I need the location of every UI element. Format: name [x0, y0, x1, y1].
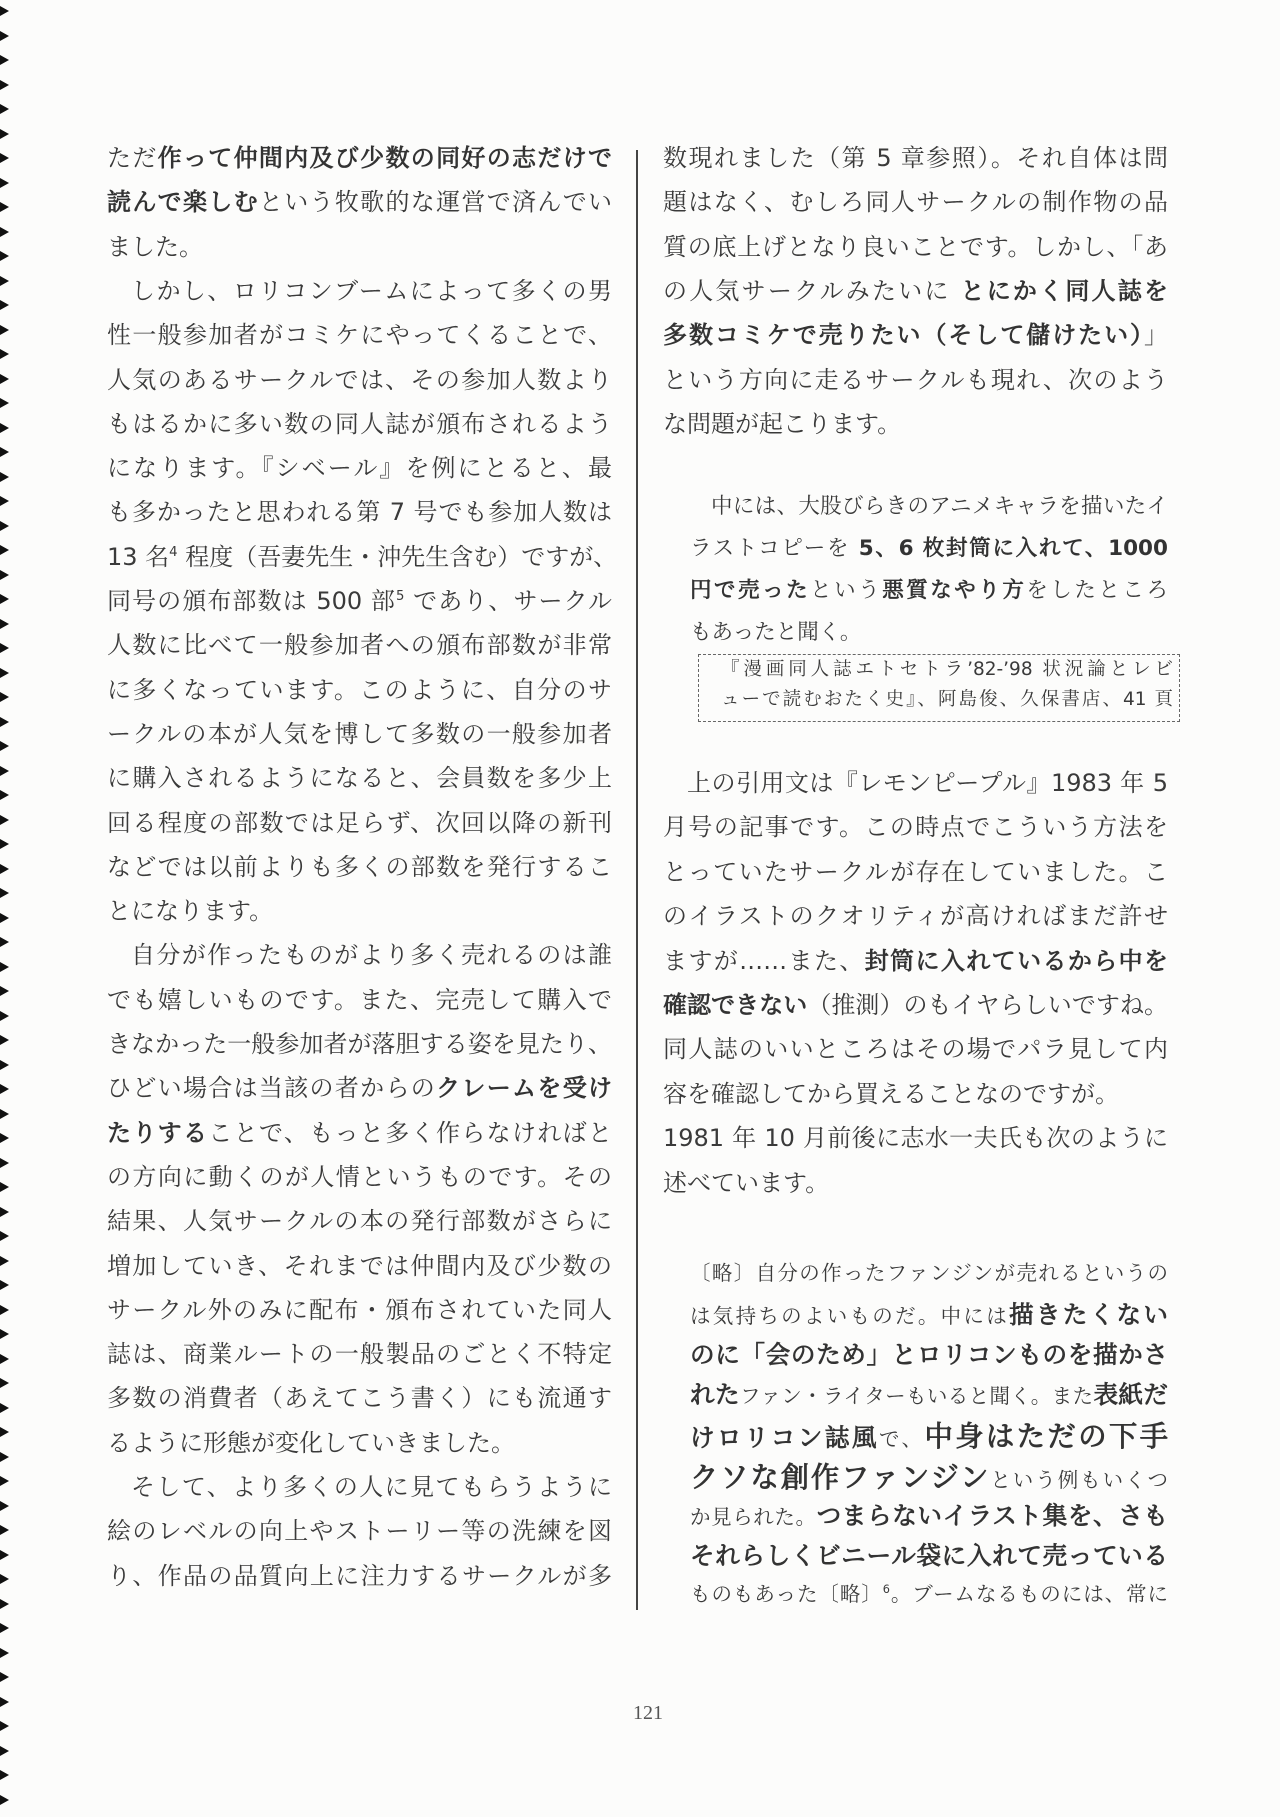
binding-hole-icon [0, 913, 9, 923]
text-segment: 質の底上げとなり良いことです。しかし、「あ [663, 232, 1168, 261]
text-segment: 性一般参加者がコミケにやってくることで、 [107, 321, 612, 350]
emphasized-text: れた [690, 1380, 740, 1410]
emphasized-text: 表紙だ [1093, 1380, 1168, 1410]
text-line [107, 1517, 612, 1546]
text-line [663, 188, 1168, 217]
footnote-marker: 4 [169, 544, 178, 560]
binding-hole-icon [0, 1672, 9, 1682]
emphasized-text: 描きたくない [1009, 1300, 1168, 1330]
text-segment: 中には、大股びらきのアニメキャラを描いたイ [711, 494, 1168, 519]
emphasized-text: 円で売った [690, 578, 811, 603]
binding-hole-icon [0, 129, 9, 139]
text-line [107, 719, 612, 748]
text-line [107, 1207, 612, 1236]
text-line [663, 946, 1169, 975]
binding-hole-icon [0, 570, 9, 580]
emphasized-text: それらしくビニール袋に入れて売っている [690, 1540, 1168, 1570]
binding-hole-icon [0, 1795, 9, 1805]
emphasized-text: 封筒に入れているから中を [864, 946, 1169, 975]
text-line [721, 661, 1173, 680]
binding-hole-icon [0, 1770, 9, 1780]
text-line [107, 188, 613, 217]
text-segment: 誌は、商業ルートの一般製品のごとく不特定 [107, 1340, 612, 1369]
binding-hole-icon [0, 521, 9, 531]
binding-hole-icon [0, 1158, 9, 1168]
text-segment: でも嬉しいものです。また、完売して購入で [107, 985, 612, 1014]
binding-hole-icon [0, 766, 9, 776]
binding-hole-icon [0, 937, 9, 947]
emphasized-text: 悪質なやり方 [882, 578, 1027, 603]
text-segment: 『漫画同人誌エトセトラ’82-’98 状況論とレビ [721, 659, 1173, 680]
text-segment: ークルの本が人気を博して多数の一般参加者 [107, 719, 612, 748]
text-segment: に購入されるようになると、会員数を多少上 [107, 764, 612, 793]
binding-hole-icon [0, 1256, 9, 1266]
text-line [107, 764, 612, 793]
binding-hole-icon [0, 986, 9, 996]
text-line [690, 538, 1168, 560]
text-segment: ました。 [107, 232, 203, 261]
text-line [107, 589, 612, 613]
text-segment: 題はなく、むしろ同人サークルの制作物の品 [663, 188, 1168, 217]
text-segment: もはるかに多い数の同人誌が頒布されるよう [107, 409, 612, 438]
binding-hole-icon [0, 1574, 9, 1584]
text-segment: 〔略〕自分の作ったファンジンが売れるというの [690, 1261, 1168, 1285]
text-segment: 結果、人気サークルの本の発行部数がさらに [107, 1207, 612, 1236]
text-segment: という方向に走るサークルも現れ、次のよう [663, 365, 1168, 394]
text-line [663, 1168, 1168, 1197]
text-segment: 同号の頒布部数は 500 部 [107, 587, 396, 615]
binding-hole-icon [0, 888, 9, 898]
emphasized-text: 5、6 枚封筒に入れて、1000 [858, 536, 1168, 561]
binding-hole-icon [0, 251, 9, 261]
text-segment: ただ [107, 144, 158, 172]
text-line [107, 498, 612, 527]
binding-hole-icon [0, 374, 9, 384]
text-line [107, 808, 612, 837]
binding-hole-icon [0, 1354, 9, 1364]
binding-hole-icon [0, 325, 9, 335]
text-line [107, 1251, 612, 1280]
text-segment: ひどい場合は当該の者からの [107, 1074, 437, 1103]
text-line [690, 1420, 1169, 1454]
binding-hole-icon [0, 1476, 9, 1486]
binding-hole-icon [0, 1623, 9, 1633]
text-line [107, 454, 612, 483]
text-line [107, 852, 612, 881]
text-segment: という [810, 578, 883, 603]
binding-hole-icon [0, 55, 9, 65]
text-line [107, 1295, 612, 1324]
binding-hole-icon [0, 839, 9, 849]
text-line [131, 941, 612, 970]
text-line [663, 813, 1168, 842]
binding-hole-icon [0, 104, 9, 114]
text-line [663, 232, 1168, 261]
text-line [663, 902, 1168, 931]
text-segment: で、 [878, 1427, 925, 1452]
binding-hole-icon [0, 1525, 9, 1535]
text-segment: も多かったと思われる第 7 号でも参加人数は [107, 498, 612, 527]
footnote-marker: 5 [396, 589, 405, 604]
text-line [663, 409, 1168, 438]
text-segment: 程度（吾妻先生・沖先生含む）ですが、 [177, 542, 618, 571]
text-segment: 回る程度の部数では足らず、次回以降の新刊 [107, 808, 612, 837]
text-segment: という牧歌的な運営で済んでい [258, 188, 613, 217]
text-segment: という例もいくつ [990, 1467, 1168, 1492]
emphasized-text: 多数コミケで売りたい（そして儲けたい） [663, 321, 1144, 350]
text-line [107, 1032, 612, 1056]
text-line [107, 1074, 613, 1103]
text-segment: 多数の消費者（あえてこう書く）にも流通す [107, 1384, 612, 1413]
text-line [687, 771, 1168, 795]
text-segment: 」 [1144, 321, 1168, 350]
emphasized-text: とにかく同人誌を [960, 276, 1168, 305]
text-line [107, 1384, 612, 1413]
text-line [663, 857, 1168, 886]
binding-hole-icon [0, 276, 9, 286]
text-segment: 。ブームなるものには、常に [889, 1581, 1169, 1606]
text-segment: 容を確認してから買えることなのですが。 [663, 1079, 1119, 1108]
text-segment: 述べています。 [663, 1168, 830, 1197]
text-segment: は気持ちのよいものだ。中には [690, 1304, 1009, 1329]
binding-hole-icon [0, 1060, 9, 1070]
text-line [663, 365, 1168, 394]
binding-hole-icon [0, 398, 9, 408]
text-segment: ファン・ライターもいると聞く。また [739, 1384, 1094, 1409]
text-line [690, 1500, 1168, 1530]
binding-hole-icon [0, 349, 9, 359]
binding-hole-icon [0, 619, 9, 629]
text-segment: 上の引用文は『レモンピープル』1983 年 5 [687, 769, 1168, 797]
binding-hole-icon [0, 594, 9, 604]
text-segment: サークル外のみに配布・頒布されていた同人 [107, 1295, 612, 1324]
binding-hole-icon [0, 741, 9, 751]
binding-hole-icon [0, 1501, 9, 1511]
text-line [721, 691, 1173, 710]
binding-hole-icon [0, 1721, 9, 1731]
binding-hole-icon [0, 1084, 9, 1094]
binding-hole-icon [0, 1697, 9, 1707]
emphasized-text: クレームを受け [436, 1074, 613, 1103]
emphasized-text: 作って仲間内及び少数の同好の志だけで [157, 144, 613, 172]
text-segment: ューで読むおたく史』、阿島俊、久保書店、41 頁 [721, 689, 1173, 710]
text-segment: 自分が作ったものがより多く売れるのは誰 [131, 941, 612, 970]
text-segment: ラストコピーを [690, 536, 859, 561]
text-line [107, 146, 612, 170]
text-segment: （推測）のもイヤらしいですね。 [807, 991, 1169, 1019]
binding-hole-icon [0, 6, 9, 16]
text-line [107, 1340, 612, 1369]
emphasized-text: 読んで楽しむ [107, 188, 259, 217]
text-line [690, 1581, 1169, 1606]
text-segment: とになります。 [107, 897, 274, 926]
text-segment: り、作品の品質向上に注力するサークルが多 [107, 1561, 612, 1590]
text-segment: などでは以前よりも多くの部数を発行するこ [107, 852, 612, 881]
binding-hole-icon [0, 815, 9, 825]
text-line [107, 542, 618, 571]
binding-hole-icon [0, 80, 9, 90]
text-line [663, 993, 1168, 1017]
text-segment: 13 名 [107, 542, 170, 571]
binding-hole-icon [0, 31, 9, 41]
binding-hole-icon [0, 1011, 9, 1021]
column-divider [636, 150, 638, 1610]
text-segment: 増加していき、それまでは仲間内及び少数の [107, 1251, 612, 1280]
footnote-marker: 6 [882, 1582, 890, 1596]
text-segment: 数現れました（第 5 章参照）。それ自体は問 [663, 144, 1168, 172]
text-line [131, 1475, 612, 1499]
text-segment: のイラストのクオリティが高ければまだ許せ [663, 902, 1168, 931]
text-line [107, 631, 612, 660]
text-line [690, 1460, 1168, 1494]
text-line [107, 675, 612, 704]
binding-hole-icon [0, 1550, 9, 1560]
text-segment: 1981 年 10 月前後に志水一夫氏も次のように [663, 1124, 1168, 1153]
text-line [107, 232, 612, 261]
binding-hole-icon [0, 545, 9, 555]
binding-hole-icon [0, 1746, 9, 1756]
binding-hole-icon [0, 717, 9, 727]
text-line [663, 146, 1168, 170]
text-line [690, 1340, 1168, 1370]
binding-hole-icon [0, 300, 9, 310]
text-line [107, 897, 612, 926]
text-line [107, 321, 612, 350]
text-segment: ものもあった〔略〕 [690, 1581, 883, 1606]
text-line [107, 1118, 613, 1147]
text-segment: 人気のあるサークルでは、その参加人数より [107, 365, 612, 394]
binding-hole-icon [0, 447, 9, 457]
text-segment: ことで、もっと多く作らなければと [208, 1118, 613, 1147]
text-segment: に多くなっています。このように、自分のサ [107, 675, 612, 704]
emphasized-text: 確認できない [663, 991, 808, 1019]
binding-hole-icon [0, 1329, 9, 1339]
text-line [690, 622, 1168, 644]
text-line [690, 1300, 1168, 1330]
citation-box [698, 654, 1180, 722]
binding-hole-icon [0, 1427, 9, 1437]
text-segment: もあったと聞く。 [690, 620, 862, 645]
text-segment: の方向に動くのが人情というものです。その [107, 1162, 612, 1191]
binding-hole-icon [0, 227, 9, 237]
text-segment: の人気サークルみたいに [663, 276, 961, 305]
text-line [690, 1380, 1168, 1410]
text-segment: か見られた。 [690, 1504, 817, 1529]
text-segment: 人数に比べて一般参加者への頒布部数が非常 [107, 631, 612, 660]
text-line [107, 1428, 612, 1457]
binding-hole-icon [0, 1305, 9, 1315]
text-segment: になります。『シベール』を例にとると、最 [107, 454, 612, 483]
binding-hole-icon [0, 178, 9, 188]
text-line [663, 321, 1168, 350]
text-segment: ますが……また、 [663, 946, 865, 975]
text-line [107, 409, 612, 438]
text-line [107, 985, 612, 1014]
binding-hole-icon [0, 472, 9, 482]
binding-hole-icon [0, 1452, 9, 1462]
text-line [107, 1561, 612, 1590]
text-segment: きなかった一般参加者が落胆する姿を見たり、 [107, 1030, 612, 1058]
text-line [690, 1540, 1168, 1570]
text-segment: 絵のレベルの向上やストーリー等の洗練を図 [107, 1517, 612, 1546]
binding-hole-icon [0, 1035, 9, 1045]
text-segment: 同人誌のいいところはその場でパラ見して内 [663, 1035, 1168, 1064]
text-line [663, 276, 1168, 305]
binding-hole-icon [0, 496, 9, 506]
text-segment: をしたところ [1026, 578, 1168, 603]
binding-hole-icon [0, 643, 9, 653]
binding-hole-icon [0, 1403, 9, 1413]
page-number: 121 [633, 1702, 663, 1724]
binding-hole-icon [0, 153, 9, 163]
binding-hole-icon [0, 1648, 9, 1658]
binding-hole-icon [0, 692, 9, 702]
binding-hole-icon [0, 1378, 9, 1388]
text-line [107, 1162, 612, 1191]
text-line [107, 365, 612, 394]
text-segment: な問題が起こります。 [663, 409, 902, 438]
binding-hole-icon [0, 962, 9, 972]
binding-hole-icon [0, 668, 9, 678]
binding-hole-icon [0, 790, 9, 800]
emphasized-text: クソな創作ファンジン [690, 1460, 991, 1494]
binding-hole-icon [0, 1231, 9, 1241]
text-segment: であり、サークル [404, 587, 612, 615]
text-line [131, 276, 612, 305]
binding-hole-icon [0, 1182, 9, 1192]
text-segment: 月号の記事です。この時点でこういう方法を [663, 813, 1168, 842]
emphasized-text: たりする [107, 1118, 209, 1147]
text-segment: しかし、ロリコンブームによって多くの男 [131, 276, 612, 305]
binding-hole-icon [0, 423, 9, 433]
binding-hole-icon [0, 1109, 9, 1119]
text-line [690, 1263, 1168, 1284]
binding-hole-icon [0, 1207, 9, 1217]
text-segment: るように形態が変化していきました。 [107, 1428, 515, 1457]
binding-hole-icon [0, 1133, 9, 1143]
binding-edge [0, 0, 12, 1817]
emphasized-text: 中身はただの下手 [924, 1420, 1169, 1454]
text-line [663, 1079, 1168, 1108]
binding-hole-icon [0, 864, 9, 874]
text-line [711, 496, 1168, 518]
text-segment: とっていたサークルが存在していました。こ [663, 857, 1168, 886]
emphasized-text: のに「会のため」とロリコンものを描かさ [690, 1340, 1168, 1370]
binding-hole-icon [0, 1280, 9, 1290]
emphasized-text: つまらないイラスト集を、さも [816, 1500, 1168, 1530]
text-segment: そして、より多くの人に見てもらうように [131, 1473, 612, 1501]
text-line [690, 580, 1168, 602]
text-line [663, 1124, 1168, 1153]
binding-hole-icon [0, 202, 9, 212]
binding-hole-icon [0, 1599, 9, 1609]
emphasized-text: けロリコン誌風 [690, 1423, 879, 1453]
text-line [663, 1035, 1168, 1064]
